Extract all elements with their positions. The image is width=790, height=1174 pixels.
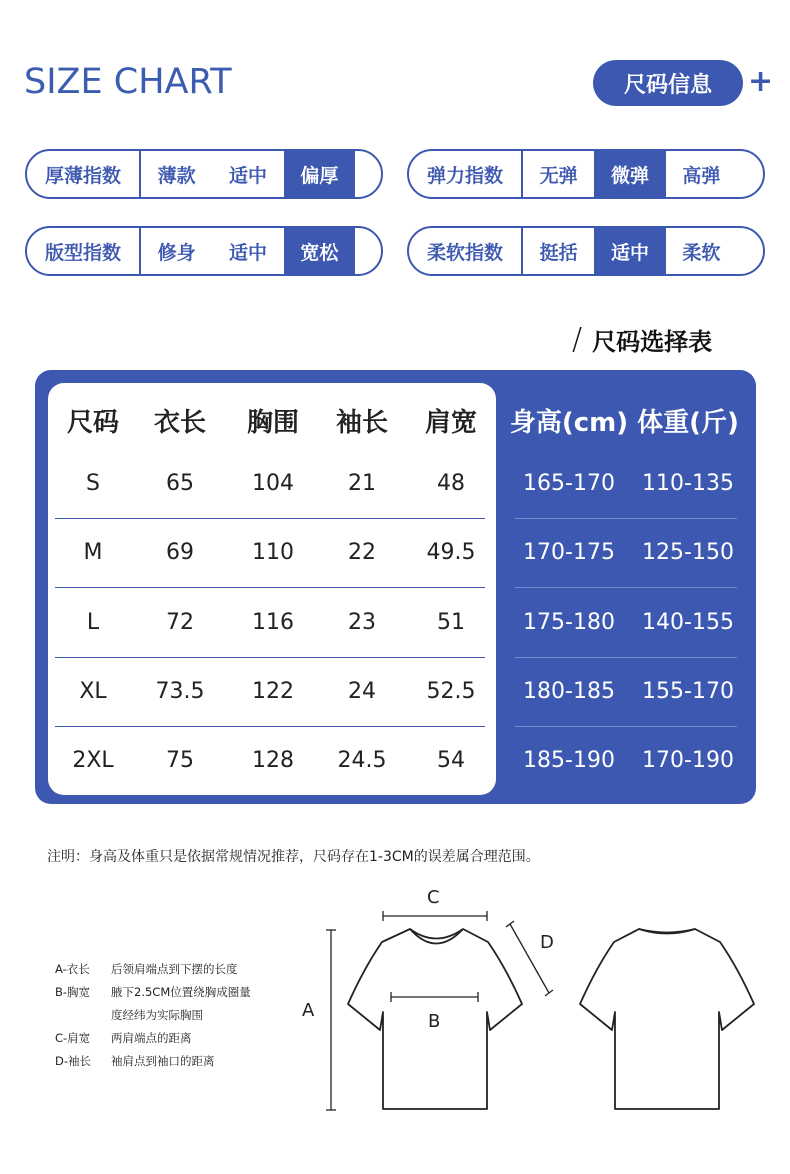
table-cell: 65 — [166, 470, 194, 496]
elasticity-index — [407, 149, 765, 199]
table-cell: XL — [79, 678, 107, 704]
table-cell: 140-155 — [642, 609, 734, 635]
index-option: 适中 — [228, 164, 267, 187]
dim-label-a: A — [302, 1000, 315, 1021]
size-info-badge: 尺码信息 — [593, 60, 743, 106]
legend-key: A-衣长 — [55, 962, 90, 976]
row-divider — [515, 726, 737, 727]
table-cell: 51 — [437, 609, 465, 635]
legend-key: D-袖长 — [55, 1054, 92, 1068]
index-option: 薄款 — [157, 164, 196, 187]
index-option: 适中 — [228, 241, 267, 264]
legend-item — [55, 961, 238, 977]
table-cell: 185-190 — [523, 747, 615, 773]
table-cell: 170-175 — [523, 539, 615, 565]
index-option: 无弹 — [539, 164, 578, 187]
legend-key: C-肩宽 — [55, 1031, 91, 1045]
legend-key: B-胸宽 — [55, 985, 91, 999]
size-table-card — [48, 383, 496, 795]
softness-index — [407, 226, 765, 276]
table-cell: 23 — [348, 609, 376, 635]
table-cell: 52.5 — [426, 678, 476, 704]
legend-item — [55, 984, 251, 1000]
table-cell: 170-190 — [642, 747, 734, 773]
front-collar — [410, 929, 463, 944]
table-cell: 155-170 — [642, 678, 734, 704]
header-weight: 体重(斤) — [637, 407, 739, 438]
table-cell: 72 — [166, 609, 194, 635]
table-cell: 110 — [252, 539, 294, 565]
header-length: 衣长 — [153, 407, 206, 438]
table-cell: S — [86, 470, 100, 496]
table-cell: 75 — [166, 747, 194, 773]
index-option: 高弹 — [682, 164, 721, 187]
dim-label-c: C — [427, 887, 440, 908]
index-label: 柔软指数 — [409, 228, 523, 274]
legend-item — [55, 1053, 215, 1069]
table-cell: 24 — [348, 678, 376, 704]
back-collar — [639, 929, 695, 933]
dim-label-d: D — [540, 932, 554, 953]
header-height: 身高(cm) — [509, 407, 629, 438]
index-option: 挺括 — [539, 241, 578, 264]
legend-item — [55, 1030, 192, 1046]
row-divider — [55, 657, 485, 658]
table-cell: 128 — [252, 747, 294, 773]
back-shirt-outline — [580, 929, 754, 1109]
section-title — [572, 322, 712, 357]
legend-text: 两肩端点的距离 — [111, 1031, 192, 1045]
plus-icon: + — [748, 64, 774, 99]
index-label: 厚薄指数 — [27, 151, 141, 197]
disclaimer-note: 注明：身高及体重只是依据常规情况推荐，尺码存在1-3CM的误差属合理范围。 — [47, 849, 540, 865]
index-option-selected: 微弹 — [594, 151, 665, 197]
dim-label-b: B — [428, 1011, 441, 1032]
table-cell: 110-135 — [642, 470, 734, 496]
table-cell: 125-150 — [642, 539, 734, 565]
table-cell: M — [83, 539, 103, 565]
table-cell: 24.5 — [337, 747, 387, 773]
row-divider — [515, 518, 737, 519]
index-option: 修身 — [157, 241, 196, 264]
table-cell: 22 — [348, 539, 376, 565]
section-title-text: 尺码选择表 — [592, 328, 713, 356]
row-divider — [515, 587, 737, 588]
legend-text: 后领肩端点到下摆的长度 — [111, 962, 238, 976]
row-divider — [55, 587, 485, 588]
table-cell: 104 — [252, 470, 294, 496]
index-option-selected: 偏厚 — [284, 151, 355, 197]
table-cell: 175-180 — [523, 609, 615, 635]
legend-item — [55, 1007, 203, 1023]
thickness-index — [25, 149, 383, 199]
header-chest: 胸围 — [246, 407, 299, 438]
table-cell: L — [86, 609, 100, 635]
table-cell: 122 — [252, 678, 294, 704]
legend-text: 腋下2.5CM位置绕胸成圈量 — [111, 985, 251, 999]
header-shoulder: 肩宽 — [424, 407, 477, 438]
row-divider — [55, 518, 485, 519]
header-size: 尺码 — [66, 407, 119, 438]
header-sleeve: 袖长 — [335, 407, 388, 438]
page-title-en: SIZE CHART — [24, 62, 232, 102]
index-option: 柔软 — [682, 241, 721, 264]
slash-divider: / — [572, 322, 583, 357]
row-divider — [515, 657, 737, 658]
table-cell: 2XL — [72, 747, 114, 773]
legend-text: 袖肩点到袖口的距离 — [111, 1054, 215, 1068]
row-divider — [55, 726, 485, 727]
table-cell: 69 — [166, 539, 194, 565]
fit-index — [25, 226, 383, 276]
table-cell: 180-185 — [523, 678, 615, 704]
table-cell: 48 — [437, 470, 465, 496]
legend-text: 度经纬为实际胸围 — [111, 1008, 203, 1022]
table-cell: 165-170 — [523, 470, 615, 496]
index-option-selected: 宽松 — [284, 228, 355, 274]
table-cell: 54 — [437, 747, 465, 773]
table-cell: 21 — [348, 470, 376, 496]
index-label: 弹力指数 — [409, 151, 523, 197]
table-cell: 116 — [252, 609, 294, 635]
index-label: 版型指数 — [27, 228, 141, 274]
table-cell: 49.5 — [426, 539, 476, 565]
table-cell: 73.5 — [155, 678, 205, 704]
index-option-selected: 适中 — [594, 228, 665, 274]
